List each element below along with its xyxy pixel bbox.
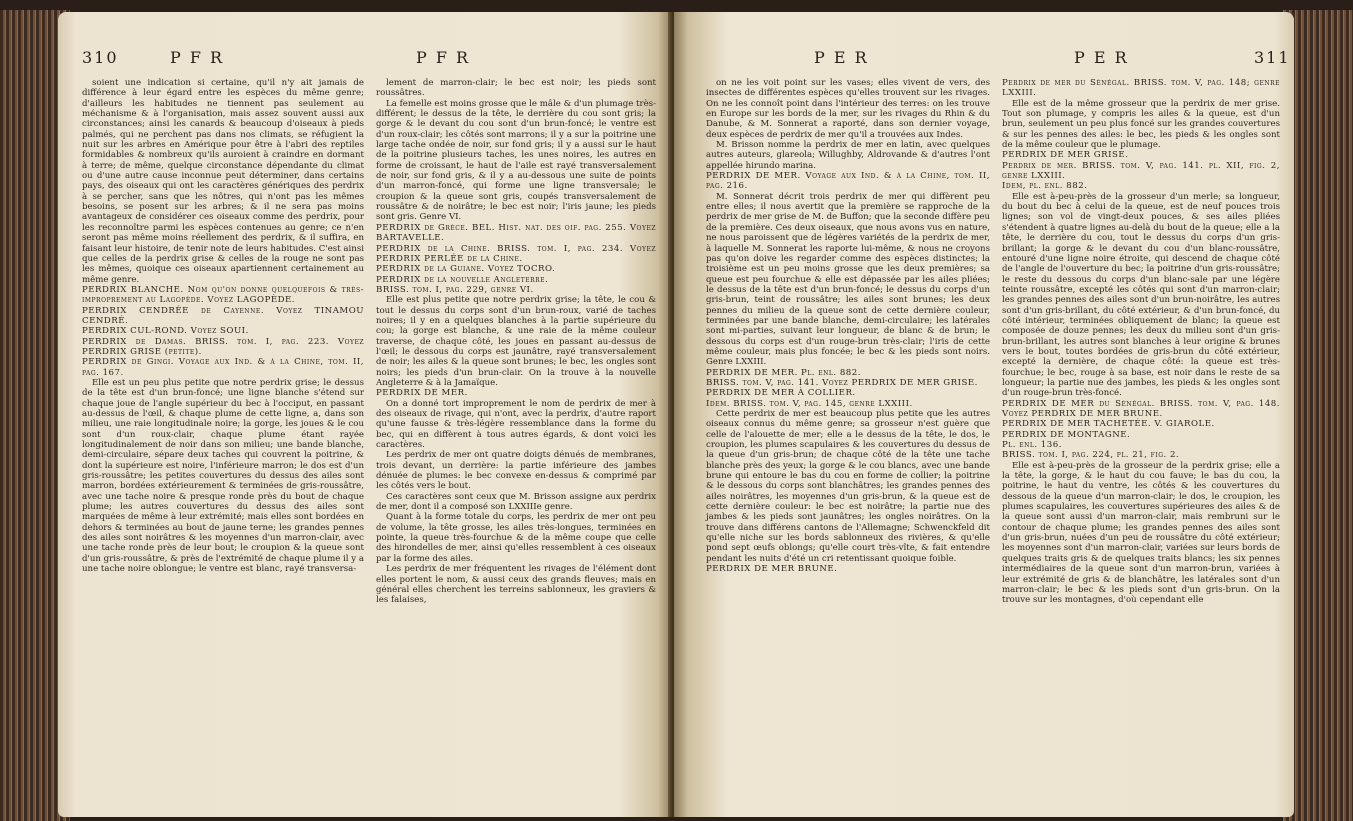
paragraph: Les perdrix de mer ont quatre doigts dénués de membranes, trois devant, un derrière: la partie inférieure des jambes dénuée de plumes: le bec convexe en-dessus & comprimé par les côtés vers le bout. (376, 450, 656, 492)
paragraph: M. Sonnerat décrit trois perdrix de mer qui diffèrent peu entre elles; il nous avertit que la première se rapproche de la perdrix de mer grise de M. de Buffon; que la seconde diffère peu de la première. Ces deux oiseaux, que nous avons vus en nature, ne nous paroissent que de légères variétés de la perdrix de mer, à laquelle M. Sonnerat les raporte lui-même, & nous ne croyons pas qu'on doive les regarder comme des espèces distinctes; la troisième est un peu moins grosse que les deux premières; sa queue est peu fourchue & elle est dépassée par les ailes pliées; le dessus de la tête est d'un brun-foncé; le dessus du corps d'un gris-brun, teint de roussâtre; les ailes sont brunes; les deux pennes du milieu de la queue sont de cette dernière couleur, terminées par une bande blanche, demi-circulaire; les latérales sont mi-parties, suivant leur longueur, de blanc & de brun; le dessous du corps est d'un rouge-brun très-clair; l'iris de cette même couleur, mais plus foncée; le bec & les pieds sont noirs. Genre LXXIII. (706, 191, 990, 368)
paragraph: M. Brisson nomme la perdrix de mer en latin, avec quelques autres auteurs, glareola; Willughby, Aldrovande & d'autres l'ont appellée hirundo marina. (706, 140, 990, 171)
running-head-left-1: P F R (170, 48, 225, 67)
paragraph: BRISS. tom. I, pag. 229, genre VI. (376, 284, 534, 295)
right-column-2 (1002, 78, 1280, 606)
paragraph: PERDRIX DE MER TACHETÉE. V. GIAROLE. (1002, 419, 1215, 430)
paragraph: soient une indication si certaine, qu'il n'y ait jamais de différence à leur égard entre les espèces du même genre; d'ailleurs les habitudes ne tiennent pas seulement au méchanisme & à l'organisation, mais assez souvent aussi aux circonstances; ainsi les canards & beaucoup d'oiseaux à pieds palmés, qui ne perchent pas dans nos climats, se réfugient la nuit sur les arbres en Amérique pour être à l'abri des reptiles formidables & nombreux qu'ils auroient à craindre en dormant à terre; de même, quelque circonstance dépendante du climat ou d'une autre cause inconnue peut déterminer, dans certains pays, des oiseaux qui ont les caractères génériques des perdrix à se percher, sans que les nôtres, qui n'ont pas les mêmes besoins, se posent sur les arbres; & il ne sera pas moins avantageux de considérer ces oiseaux comme des perdrix, pour les reconnoître parmi les espèces contenues au genre; ce n'en seront pas même moins réellement des perdrix, & il suffira, en faisant leur histoire, de tenir note de leurs habitudes. C'est ainsi que celles de la perdrix grise & celles de la rouge ne sont pas les mêmes, quoique ces oiseaux apartiennent certainement au même genre. (82, 78, 364, 285)
paragraph: PERDRIX DE MER. Pl. enl. 882. (706, 367, 861, 378)
right-column-1 (706, 78, 990, 575)
paragraph: PERDRIX de la nouvelle Angleterre. (376, 274, 549, 285)
page-number-left: 310 (82, 48, 119, 67)
paragraph: PERDRIX BLANCHE. Nom qu'on donne quelquefois & très-improprement au Lagopède. Voyez LAGOPÈDE. (82, 284, 364, 306)
paragraph: Elle est plus petite que notre perdrix grise; la tête, le cou & tout le dessus du corps sont d'un brun-roux, varié de taches noires; il y en a quelques blanches à la partie supérieure du cou; la gorge est blanche, & une raie de la même couleur traverse, de chaque côté, les joues en passant au-dessus de l'œil; le dessous du corps est jaunâtre, rayé transversalement de noir; les ailes & la queue sont brunes; le bec, les ongles sont noirs; les pieds d'un brun-clair. On la trouve à la nouvelle Angleterre & à la Jamaïque. (376, 295, 656, 388)
paragraph: PERDRIX DE MER À COLLIER. (706, 388, 856, 399)
paragraph: Elle est un peu plus petite que notre perdrix grise; le dessus de la tête est d'un brun-foncé; une ligne blanche s'étend sur chaque joue de l'angle supérieur du bec à l'occiput, en passant au-dessus de l'œil, & chaque plume de cette ligne, a, dans son milieu, une raie longitudinale noire; la gorge, les joues & le cou sont d'un roux-clair, chaque plume étant rayée longitudinalement de noir dans son milieu; une bande blanche, demi-circulaire, sépare deux taches qui couvrent la poitrine, & dont la supérieure est noire, l'inférieure marron; le dos est d'un gris-roussâtre; les petites couvertures du dessus des ailes sont marron, bordées extérieurement & terminées de gris-roussâtre, avec une tache noire & presque ronde près du bout de chaque plume; les autres couvertures du dessus des ailes sont marquées de même à leur extrémité; mais elles sont bordées en dehors & terminées au bout de jaune terne; les grandes pennes des ailes sont noirâtres & les moyennes d'un marron-clair, avec une tache ronde près de leur bout; le croupion & la queue sont d'un gris-roussâtre, & près de l'extrémité de chaque plume il y a une tache noire oblongue; le ventre est blanc, rayé transversa- (82, 377, 364, 575)
paragraph: PERDRIX de la Chine. BRISS. tom. I, pag. 234. Voyez PERDRIX PERLÉE de la Chine. (376, 243, 656, 264)
paragraph: On a donné tort improprement le nom de perdrix de mer à des oiseaux de rivage, qui n'ont, avec la perdrix, d'autre raport qu'une fausse & très-légère ressemblance dans la forme du bec, qui en diffèrent à tous autres égards, & dont voici les caractères. (376, 398, 656, 451)
left-page (58, 12, 672, 817)
paragraph: La femelle est moins grosse que le mâle & d'un plumage très-différent; le dessus de la tête, le derrière du cou sont gris; la gorge & le devant du cou sont d'un brun-foncé; le ventre est d'un roux-clair; les côtés sont marrons; il y a sur la poitrine une large tache ondée de noir, sur fond gris; il y a aussi sur le haut de la poitrine plusieurs taches, les unes noires, les autres en forme de croissant, le haut de l'aile est rayé transversalement de noir, sur fond gris, & il y a au-dessous une suite de points d'un marron-foncé, qui forme une ligne transversale; le croupion & la queue sont gris, coupés transversalement de roussâtre & de noirâtre; le bec est noir; l'iris jaune; les pieds sont gris. Genre VI. (376, 98, 656, 223)
paragraph: Idem, pl. enl. 882. (1002, 181, 1088, 192)
paragraph: PERDRIX de la Guiane. Voyez TOCRO. (376, 264, 556, 275)
paragraph: Ces caractères sont ceux que M. Brisson assigne aux perdrix de mer, dont il a composé son LXXIIIe genre. (376, 491, 656, 513)
running-head-left-2: P F R (416, 48, 471, 67)
page-number-right: 311 (1254, 48, 1291, 67)
paragraph: Idem. BRISS. tom. V, pag. 145, genre LXXIII. (706, 398, 913, 409)
paragraph: PERDRIX CUL-ROND. Voyez SOUI. (82, 326, 249, 337)
right-page (674, 12, 1294, 817)
paragraph: Elle est de la même grosseur que la perdrix de mer grise. Tout son plumage, y compris les ailes & la queue, est d'un brun, seulement un peu plus foncé sur les grandes couvertures & sur les pennes des ailes: le bec, les pieds & les ongles sont de la même couleur que le plumage. (1002, 98, 1280, 151)
paragraph: PERDRIX CENDRÉE de Cayenne. Voyez TINAMOU CENDRÉ. (82, 305, 364, 326)
paragraph: lement de marron-clair; le bec est noir; les pieds sont roussâtres. (376, 78, 656, 99)
paragraph: PERDRIX de Grèce. BEL. Hist. nat. des oif. pag. 255. Voyez BARTAVELLE. (376, 222, 656, 244)
paragraph: BRISS. tom. V, pag. 141. Voyez PERDRIX DE MER GRISE. (706, 377, 978, 388)
paragraph: PERDRIX DE MONTAGNE. (1002, 429, 1131, 440)
paragraph: Cette perdrix de mer est beaucoup plus petite que les autres oiseaux connus du même genre; sa grosseur n'est guère que celle de l'alouette de mer; elle a le dessus de la tête, le dos, le croupion, les plumes scapulaires & les couvertures du dessus de la queue d'un gris-brun; de chaque côté de la tête une tache blanche près des yeux; la gorge & le cou blancs, avec une bande brune qui entoure le bas du cou en forme de collier; la poitrine & le dessous du corps sont blanchâtres; les grandes pennes des ailes noirâtres, les moyennes d'un gris-brun, & la queue est de cette dernière couleur: le bec est noirâtre; la partie nue des jambes & les pieds sont jaunâtres; les ongles noirâtres. On la trouve dans différens cantons de l'Allemagne; Schwenckfeld dit qu'elle niche sur les bords sablonneux des rivières, & qu'elle pond sept œufs oblongs; qu'elle court très-vîte, & fait entendre pendant les nuits d'été un cri retentissant quoique foible. (706, 409, 990, 564)
left-column-2 (376, 78, 656, 606)
running-head-right-2: P E R (1074, 48, 1129, 67)
paragraph: PERDRIX DE MER BRUNE. (706, 564, 838, 575)
paragraph: BRISS. tom. I, pag. 224, pl. 21, fig. 2. (1002, 450, 1180, 461)
running-head-right-1: P E R (814, 48, 869, 67)
paragraph: Elle est à-peu-près de la grosseur d'un merle; sa longueur, du bout du bec à celui de la queue, est de neuf pouces trois lignes; son vol de vingt-deux pouces, & ses ailes pliées s'étendent à quatre lignes au-delà du bout de la queue; elle a la tête, le derrière du cou, tout le dessus du corps d'un gris-brillant; la gorge & le devant du cou d'un blanc-roussâtre, entouré d'une ligne noire étroite, qui descend de chaque côté de l'angle de l'ouverture du bec; la poitrine d'un gris-roussâtre; le reste du dessous du corps d'un blanc-sale par une légère teinte roussâtre, excepté les côtés qui sont d'un marron-clair; les grandes pennes des ailes sont d'un brun-noirâtre, les autres sont d'un gris-brillant, du côté extérieur, & d'un brun-foncé, du côté intérieur, terminées obliquement de blanc; la queue est composée de douze pennes; les deux du milieu sont d'un gris-brun-brillant, les autres sont blanches à leur origine & brunes vers le bout, toutes bordées de gris-brun du côté extérieur, excepté la dernière, de chaque côté: la queue est très-fourchue; le bec, rouge à sa base, est noir dans le reste de sa longueur; la partie nue des jambes, les pieds & les ongles sont d'un rouge-brun très-foncé. (1002, 191, 1280, 399)
paragraph: Quant à la forme totale du corps, les perdrix de mer ont peu de volume, la tête grosse, les ailes très-longues, terminées en pointe, la queue très-fourchue & de la même coupe que celle des hirondelles de mer, ainsi qu'elles ressemblent à ces oiseaux par la forme des ailes. (376, 512, 656, 564)
paragraph: PERDRIX DE MER. Voyage aux Ind. & à la Chine, tom. II, pag. 216. (706, 171, 990, 192)
paragraph: Perdrix de mer du Sénégal. BRISS. tom. V, pag. 148; genre LXXIII. (1002, 78, 1280, 99)
paragraph: Les perdrix de mer fréquentent les rivages de l'élément dont elles portent le nom, & aussi ceux des grands fleuves; mais en général elles cherchent les terreins sablonneux, les graviers & les falaises, (376, 564, 656, 606)
paragraph: PERDRIX DE MER. (376, 388, 468, 399)
left-column-1 (82, 78, 364, 575)
paragraph: PERDRIX DE MER GRISE. (1002, 150, 1129, 161)
paragraph: Perdrix de mer. BRISS. tom. V, pag. 141. pl. XII, fig. 2, genre LXXIII. (1002, 160, 1280, 182)
paragraph: PERDRIX DE MER du Sénégal. BRISS. tom. V, pag. 148. Voyez PERDRIX DE MER BRUNE. (1002, 398, 1280, 419)
paragraph: PERDRIX de Damas. BRISS. tom. I, pag. 223. Voyez PERDRIX GRISE (petite). (82, 336, 364, 357)
paragraph: on ne les voit point sur les vases; elles vivent de vers, des insectes de différentes espèces qu'elles trouvent sur les rivages. On ne les connoît point dans l'intérieur des terres: on les trouve en Europe sur les bords de la mer, sur les rivages du Rhin & du Danube, & M. Sonnerat a raporté, dans son dernier voyage, deux espèces de perdrix de mer qu'il a trouvées aux Indes. (706, 78, 990, 140)
paragraph: Elle est à-peu-près de la grosseur de la perdrix grise; elle a la tête, la gorge, & le haut du cou fauve; le bas du cou, la poitrine, le haut du ventre, les côtés & les couvertures du dessous de la queue d'un marron-clair; le dos, le croupion, les plumes scapulaires, les couvertures supérieures des ailes & de la queue sont aussi d'un marron-clair, mais rembruni sur le contour de chaque plume; les grandes pennes des ailes sont d'un gris-brun, nuées d'un peu de roussâtre du côté extérieur; les moyennes sont d'un marron-clair, variées sur leurs bords de quelques traits gris & de quelques traits blancs; les six pennes intermédiaires de la queue sont d'un marron-brun, variées à leur extrémité de gris & de blanchâtre, les latérales sont d'un marron-clair; le bec & les pieds sont d'un gris-brun. On la trouve sur les montagnes, d'où cependant elle (1002, 460, 1280, 606)
paragraph: Pl. enl. 136. (1002, 440, 1062, 451)
paragraph: PERDRIX de Gingi. Voyage aux Ind. & à la Chine, tom. II, pag. 167. (82, 357, 364, 378)
